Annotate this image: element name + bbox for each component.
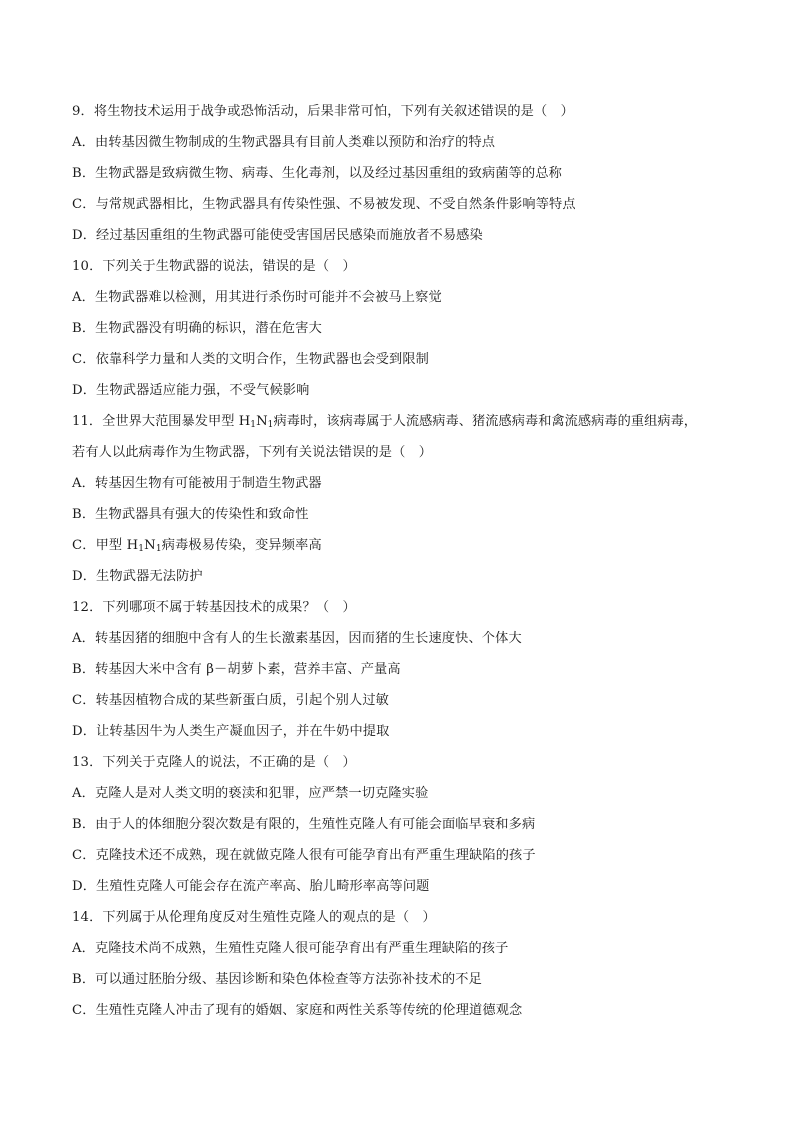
question-12-stem: 12．下列哪项不属于转基因技术的成果？（ ） — [72, 600, 356, 615]
question-12-option-a: A．转基因猪的细胞中含有人的生长激素基因，因而猪的生长速度快、个体大 — [72, 631, 522, 646]
question-13-option-a: A．克隆人是对人类文明的亵渎和犯罪，应严禁一切克隆实验 — [72, 786, 429, 801]
question-11-option-d: D．生物武器无法防护 — [72, 569, 203, 584]
question-11-option-a: A．转基因生物有可能被用于制造生物武器 — [72, 476, 322, 491]
question-13-option-c: C．克隆技术还不成熟，现在就做克隆人很有可能孕育出有严重生理缺陷的孩子 — [72, 848, 536, 863]
question-13-stem: 13．下列关于克隆人的说法，不正确的是（ ） — [72, 755, 356, 770]
question-11-stem-line2: 若有人以此病毒作为生物武器，下列有关说法错误的是（ ） — [72, 445, 433, 460]
question-14-option-c: C．生殖性克隆人冲击了现有的婚姻、家庭和两性关系等传统的伦理道德观念 — [72, 1003, 523, 1018]
question-10-option-a: A．生物武器难以检测，用其进行杀伤时可能并不会被马上察觉 — [72, 290, 442, 305]
question-9-option-d: D．经过基因重组的生物武器可能使受害国居民感染而施放者不易感染 — [72, 228, 483, 243]
question-11-option-c-sub2: 1 — [155, 544, 162, 554]
question-13-option-b: B．由于人的体细胞分裂次数是有限的，生殖性克隆人有可能会面临早衰和多病 — [72, 817, 536, 832]
question-14-stem: 14．下列属于从伦理角度反对生殖性克隆人的观点的是（ ） — [72, 910, 436, 925]
question-10-option-c: C．依靠科学力量和人类的文明合作，生物武器也会受到限制 — [72, 352, 430, 367]
question-10-option-b: B．生物武器没有明确的标识，潜在危害大 — [72, 321, 322, 336]
question-11-option-c-sub1: 1 — [138, 544, 145, 554]
question-11-stem-part3: 病毒时，该病毒属于人流感病毒、猪流感病毒和禽流感病毒的重组病毒， — [273, 414, 698, 429]
question-10-stem: 10．下列关于生物武器的说法，错误的是（ ） — [72, 259, 356, 274]
question-9-option-a: A．由转基因微生物制成的生物武器具有目前人类难以预防和治疗的特点 — [72, 135, 496, 150]
question-11-stem — [72, 406, 742, 437]
question-11-option-c-part2: N — [144, 538, 156, 553]
question-12-option-d: D．让转基因牛为人类生产凝血因子，并在牛奶中提取 — [72, 724, 390, 739]
question-11-stem-part1: 11．全世界大范围暴发甲型 H — [72, 414, 251, 429]
question-11-option-c-part1: C．甲型 H — [72, 538, 139, 553]
question-11-stem-part2: N — [256, 414, 268, 429]
question-11-stem-sub2: 1 — [267, 420, 274, 430]
question-11-stem-sub1: 1 — [250, 420, 257, 430]
question-11-option-c — [72, 530, 742, 561]
question-12-option-c: C．转基因植物合成的某些新蛋白质，引起个别人过敏 — [72, 693, 390, 708]
question-9-stem: 9．将生物技术运用于战争或恐怖活动，后果非常可怕，下列有关叙述错误的是（ ） — [72, 104, 575, 119]
question-14-option-a: A．克隆技术尚不成熟，生殖性克隆人很可能孕育出有严重生理缺陷的孩子 — [72, 941, 509, 956]
question-9-option-b: B．生物武器是致病微生物、病毒、生化毒剂，以及经过基因重组的致病菌等的总称 — [72, 166, 562, 181]
question-13-option-d: D．生殖性克隆人可能会存在流产率高、胎儿畸形率高等问题 — [72, 879, 430, 894]
question-9-option-c: C．与常规武器相比，生物武器具有传染性强、不易被发现、不受自然条件影响等特点 — [72, 197, 576, 212]
question-11-option-b: B．生物武器具有强大的传染性和致命性 — [72, 507, 309, 522]
question-list — [72, 96, 742, 1026]
question-10-option-d: D．生物武器适应能力强，不受气候影响 — [72, 383, 310, 398]
question-14-option-b: B．可以通过胚胎分级、基因诊断和染色体检查等方法弥补技术的不足 — [72, 972, 482, 987]
question-12-option-b: B．转基因大米中含有 β－胡萝卜素，营养丰富、产量高 — [72, 662, 401, 677]
question-11-option-c-part3: 病毒极易传染，变异频率高 — [161, 538, 322, 553]
